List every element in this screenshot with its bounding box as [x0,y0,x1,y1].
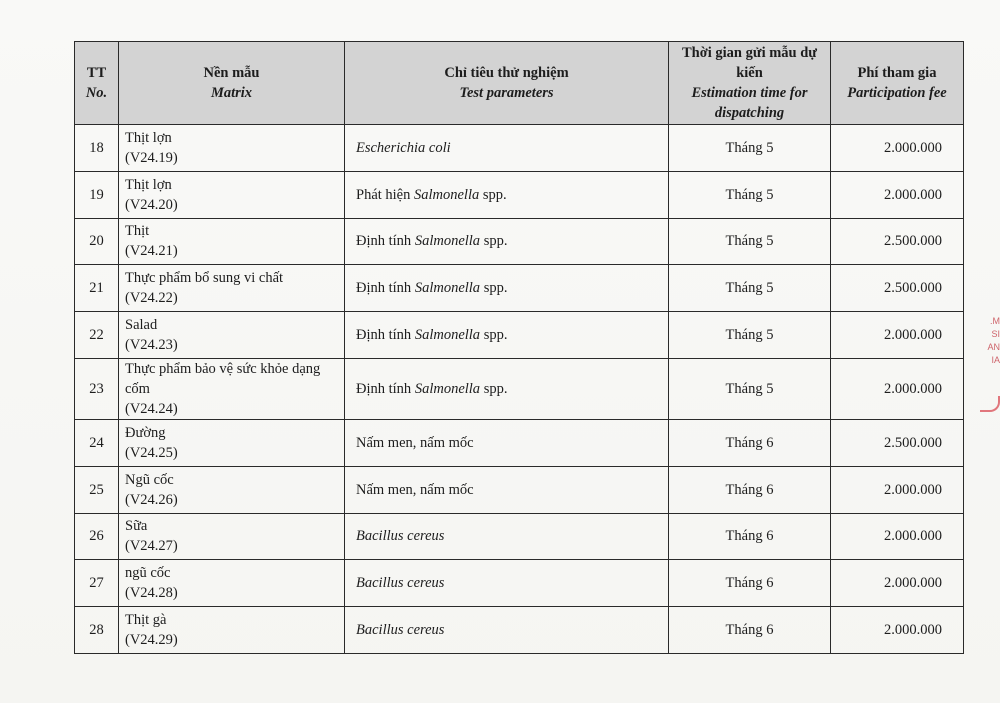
matrix-code: (V24.28) [125,585,178,602]
cell-dispatch-time: Tháng 6 [669,560,831,607]
param-suffix: spp. [480,380,508,397]
matrix-name: Thịt gà [125,612,167,629]
cell-matrix [119,312,345,359]
matrix-code: (V24.27) [125,538,178,555]
param-suffix: spp. [479,186,507,203]
cell-no: 25 [75,466,119,513]
param-organism: Salmonella [414,380,481,397]
fee-table [74,41,964,654]
cell-fee: 2.000.000 [831,513,964,560]
param-organism: Escherichia coli [356,139,451,156]
cell-fee: 2.000.000 [831,171,964,218]
matrix-code: (V24.23) [125,337,178,354]
cell-matrix [119,218,345,265]
table-row [75,265,964,312]
cell-no: 19 [75,171,119,218]
cell-dispatch-time: Tháng 6 [669,607,831,654]
matrix-name: Thịt lợn [125,129,172,146]
red-stamp-edge [980,396,1000,412]
cell-no: 21 [75,265,119,312]
cell-test-parameter [345,466,669,513]
param-suffix: spp. [480,233,508,250]
param-suffix: spp. [480,280,508,297]
cell-dispatch-time: Tháng 5 [669,218,831,265]
matrix-name: Thực phẩm bảo vệ sức khỏe dạng cốm [125,360,321,397]
cell-test-parameter [345,218,669,265]
cell-fee: 2.000.000 [831,358,964,419]
cell-no: 18 [75,125,119,172]
table-row [75,607,964,654]
cell-matrix [119,265,345,312]
cell-matrix [119,560,345,607]
table-row [75,218,964,265]
matrix-code: (V24.29) [125,632,178,649]
cell-fee: 2.000.000 [831,312,964,359]
table-row [75,125,964,172]
cell-no: 28 [75,607,119,654]
cell-test-parameter [345,171,669,218]
param-organism: Salmonella [414,186,480,203]
cell-matrix [119,607,345,654]
matrix-name: Salad [125,317,158,334]
cell-test-parameter [345,125,669,172]
cell-no: 20 [75,218,119,265]
cell-fee: 2.500.000 [831,419,964,466]
param-prefix: Định tính [356,233,415,250]
matrix-name: Thực phẩm bổ sung vi chất [125,270,284,287]
table-row [75,513,964,560]
cell-dispatch-time: Tháng 5 [669,171,831,218]
cell-test-parameter [345,312,669,359]
matrix-name: Ngũ cốc [125,471,174,488]
cell-fee: 2.500.000 [831,265,964,312]
table-row [75,312,964,359]
param-organism: Salmonella [414,280,481,297]
cell-matrix [119,125,345,172]
cell-test-parameter [345,265,669,312]
cell-fee: 2.000.000 [831,125,964,172]
matrix-code: (V24.22) [125,290,178,307]
matrix-code: (V24.26) [125,491,178,508]
param-organism: Salmonella [414,327,481,344]
cell-dispatch-time: Tháng 5 [669,358,831,419]
cell-no: 27 [75,560,119,607]
table-row [75,419,964,466]
matrix-name: Thịt [125,223,150,240]
cell-test-parameter [345,513,669,560]
cell-no: 22 [75,312,119,359]
cell-matrix [119,513,345,560]
cell-matrix [119,358,345,419]
table-row [75,560,964,607]
cell-matrix [119,419,345,466]
cell-dispatch-time: Tháng 5 [669,265,831,312]
param-prefix: Nấm men, nấm mốc [356,434,474,451]
header-test-parameters: Chỉ tiêu thử nghiệm Test parameters [345,42,669,125]
cell-matrix [119,466,345,513]
cell-dispatch-time: Tháng 6 [669,466,831,513]
cell-test-parameter [345,419,669,466]
matrix-code: (V24.21) [125,243,178,260]
cell-fee: 2.000.000 [831,607,964,654]
cell-fee: 2.500.000 [831,218,964,265]
cell-no: 23 [75,358,119,419]
cell-test-parameter [345,358,669,419]
cell-test-parameter [345,560,669,607]
param-organism: Bacillus cereus [356,622,445,639]
cell-dispatch-time: Tháng 5 [669,125,831,172]
matrix-code: (V24.20) [125,196,178,213]
table-row [75,466,964,513]
header-matrix: Nền mẫu Matrix [119,42,345,125]
matrix-code: (V24.24) [125,400,178,417]
cell-dispatch-time: Tháng 6 [669,419,831,466]
cell-fee: 2.000.000 [831,466,964,513]
table-row [75,358,964,419]
param-prefix: Nấm men, nấm mốc [356,481,474,498]
matrix-name: Đường [125,424,166,441]
param-prefix: Định tính [356,380,415,397]
cell-matrix [119,171,345,218]
param-suffix: spp. [480,327,508,344]
matrix-code: (V24.25) [125,444,178,461]
param-organism: Bacillus cereus [356,575,445,592]
matrix-name: ngũ cốc [125,565,171,582]
cell-test-parameter [345,607,669,654]
param-prefix: Định tính [356,280,415,297]
cell-fee: 2.000.000 [831,560,964,607]
cell-dispatch-time: Tháng 6 [669,513,831,560]
param-prefix: Định tính [356,327,415,344]
table-row [75,171,964,218]
matrix-name: Thịt lợn [125,176,172,193]
header-dispatch-time: Thời gian gửi mẫu dự kiến Estimation time for dispatching [669,42,831,125]
cell-no: 24 [75,419,119,466]
red-stamp-fragment: .M SI AN IA [987,316,1000,365]
cell-no: 26 [75,513,119,560]
param-prefix: Phát hiện [356,186,414,203]
cell-dispatch-time: Tháng 5 [669,312,831,359]
table-header-row [75,42,964,125]
param-organism: Bacillus cereus [356,528,445,545]
header-participation-fee: Phí tham gia Participation fee [831,42,964,125]
matrix-code: (V24.19) [125,149,178,166]
matrix-name: Sữa [125,518,148,535]
param-organism: Salmonella [414,233,481,250]
header-no: TT No. [75,42,119,125]
